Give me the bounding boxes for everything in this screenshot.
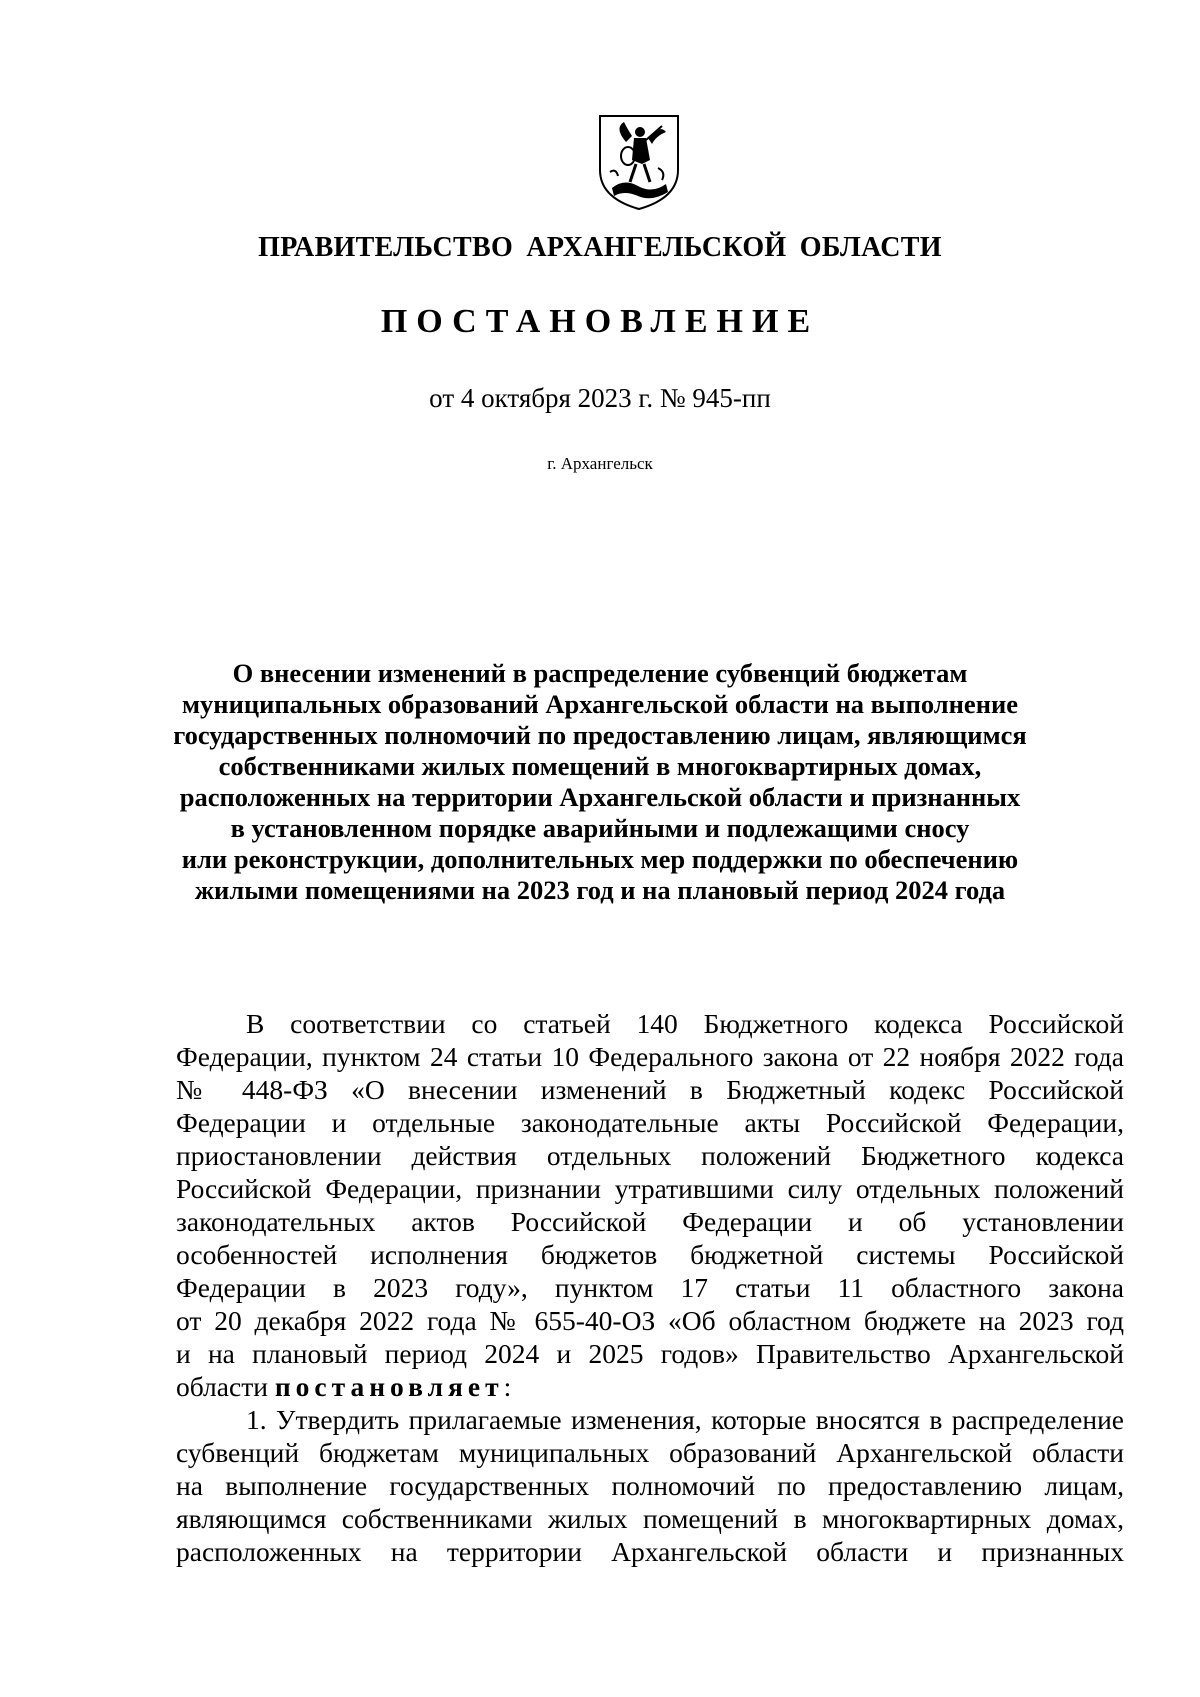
item-line: 1. Утвердить прилагаемые изменения, которые вносятся в распределение	[246, 1404, 1124, 1435]
subject-line: государственных полномочий по предоставлению лицам, являющимся	[173, 720, 1027, 750]
body-line: Российской Федерации, признании утратившими силу отдельных положений	[176, 1173, 1124, 1204]
subject-line: жилыми помещениями на 2023 год и на плановый период 2024 года	[194, 875, 1006, 905]
body-line: от 20 декабря 2022 года № 655-40-ОЗ «Об областном бюджете на 2023 год	[176, 1305, 1124, 1336]
subject-line: О внесении изменений в распределение субвенций бюджетам	[232, 658, 968, 688]
body-line: Федерации, пунктом 24 статьи 10 Федерального закона от 22 ноября 2022 года	[176, 1041, 1124, 1072]
body-line: Федерации в 2023 году», пунктом 17 статьи 11 областного закона	[176, 1272, 1124, 1303]
body-line: законодательных актов Российской Федерации и об установлении	[176, 1206, 1124, 1237]
body-line: и на плановый период 2024 и 2025 годов» Правительство Архангельской	[176, 1338, 1124, 1369]
item-line: расположенных на территории Архангельской области и признанных	[176, 1536, 1124, 1567]
decree-line	[176, 1370, 1124, 1403]
decree-prefix: области	[176, 1371, 275, 1402]
subject-line: собственниками жилых помещений в многоквартирных домах,	[218, 751, 982, 781]
coat-of-arms-icon	[596, 112, 682, 212]
item-line: на выполнение государственных полномочий по предоставлению лицам,	[176, 1470, 1124, 1501]
subject-line: муниципальных образований Архангельской области на выполнение	[182, 689, 1018, 719]
body-line: № 448-ФЗ «О внесении изменений в Бюджетный кодекс Российской	[176, 1074, 1124, 1105]
subject-line: в установленном порядке аварийными и подлежащими сносу	[230, 813, 970, 843]
body-line: особенностей исполнения бюджетов бюджетной системы Российской	[176, 1239, 1124, 1270]
document-type: ПОСТАНОВЛЕНИЕ	[380, 303, 820, 340]
item-line: субвенций бюджетам муниципальных образований Архангельской области	[176, 1437, 1124, 1468]
body-line: Федерации и отдельные законодательные акты Российской Федерации,	[176, 1107, 1124, 1138]
subject-line: или реконструкции, дополнительных мер поддержки по обеспечению	[181, 844, 1019, 874]
decree-suffix: :	[503, 1371, 512, 1402]
decree-word: постановляет	[274, 1371, 504, 1402]
subject-line: расположенных на территории Архангельской области и признанных	[179, 782, 1021, 812]
body-line: приостановлении действия отдельных положений Бюджетного кодекса	[176, 1140, 1124, 1171]
item-line: являющимся собственниками жилых помещений в многоквартирных домах,	[176, 1503, 1124, 1534]
government-title: ПРАВИТЕЛЬСТВО АРХАНГЕЛЬСКОЙ ОБЛАСТИ	[258, 232, 942, 263]
document-subject	[150, 658, 1050, 906]
document-date-number: от 4 октября 2023 г. № 945-пп	[429, 383, 771, 413]
document-city: г. Архангельск	[547, 454, 653, 473]
document-body	[176, 1007, 1124, 1568]
body-line: В соответствии со статьей 140 Бюджетного кодекса Российской	[246, 1008, 1124, 1039]
